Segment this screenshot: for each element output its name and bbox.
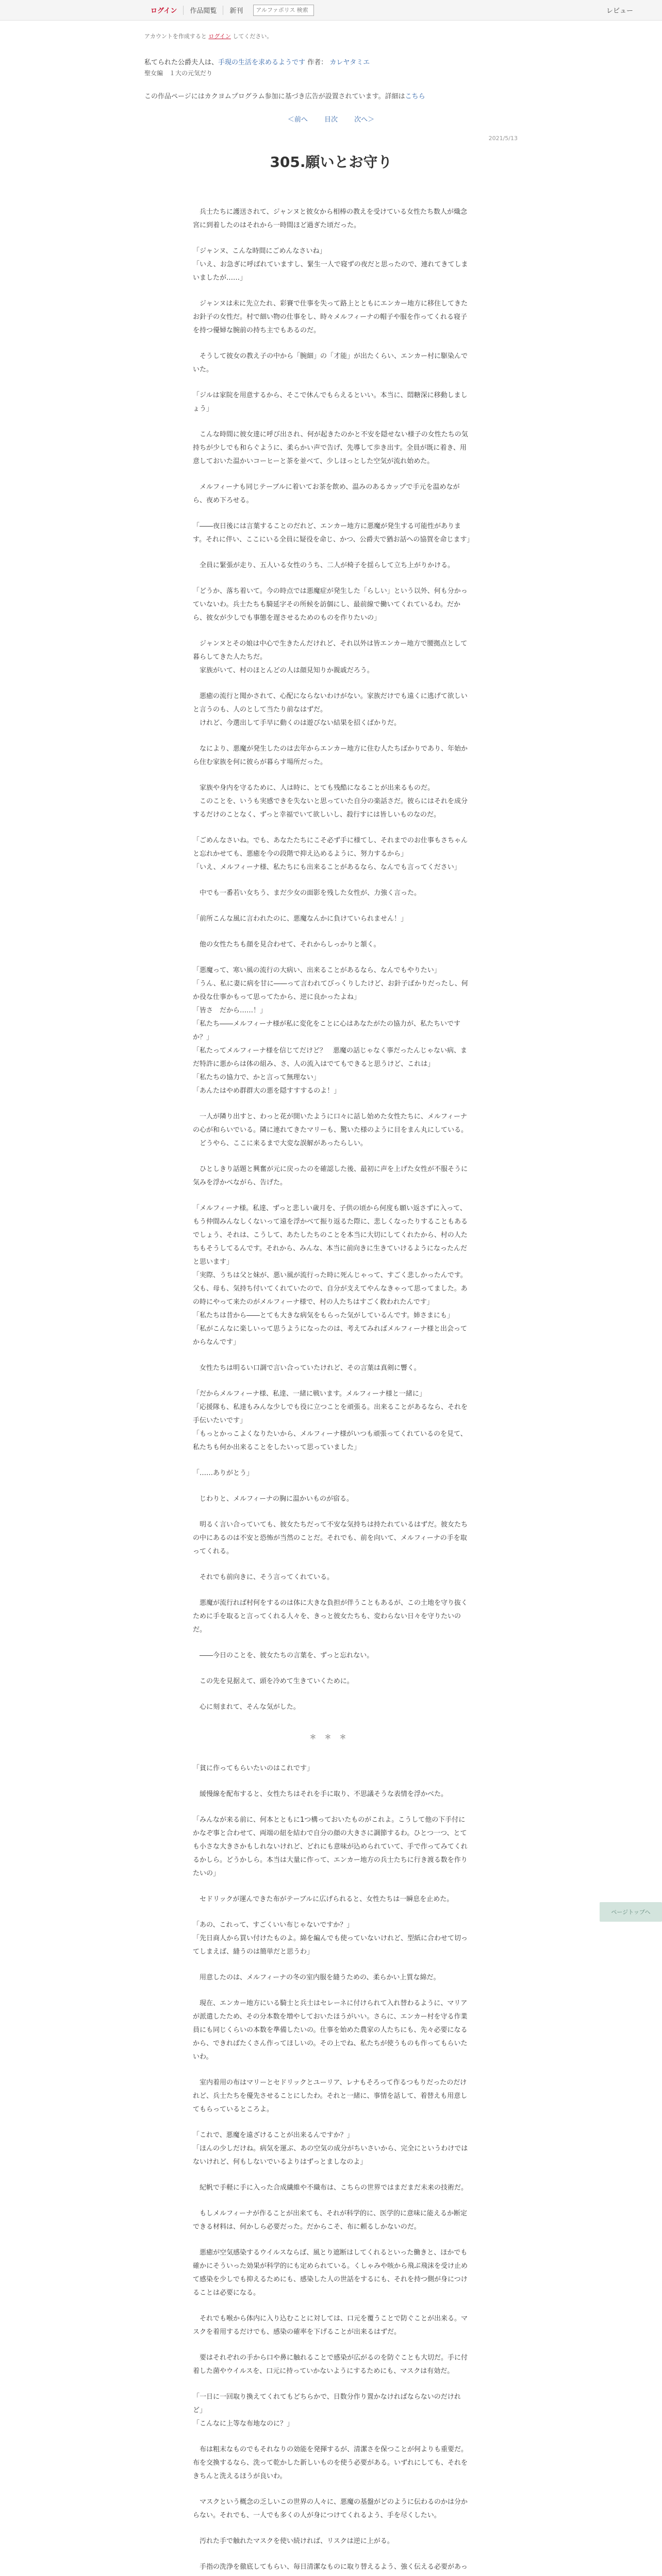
- body-paragraph: 一人が隣り出すと、わっと花が開いたように口々に話し始めた女性たちに、メルフィーナの心が和らいでいる。隣に連れてきたマリーも、驚いた様のように目をまん丸にしている。 どうやら、ここに来るまで大変な誤解があったらしい。: [193, 1113, 468, 1147]
- body-paragraph: 「みんなが来る前に、何本とともに1つ構っておいたものがこれよ。こうして他の下手付にかなぞ事と合わせて、両端の紐を結わで自分の顔の大きさに調節するわ。ひとつ一つ、とても小さな大きさかもしれないけれど、どれにも意味が込められていて、手で作ってみてくれるかしら。どうかしら。本当は大量に作って、エンカー地方の兵士たちに行き渡る数を作りたいの」: [193, 1816, 468, 1877]
- body-paragraph: 室内着用の布はマリーとセドリックとユーリア、レナもそろって作るつもりだったのだけれど、兵士たちを優先させることにしたわ。それと一緒に、事情を話して、着替えも用意してもらっているところよ。: [193, 2079, 468, 2113]
- chapter-title: 305.願いとお守り: [270, 154, 392, 171]
- notice-login-link[interactable]: ログイン: [208, 33, 231, 40]
- author-label: 作者：: [307, 59, 328, 66]
- body-paragraph: 「一日に一回取り換えてくれてもどちらかで、日数分作り置かなければならないのだけれど」 「こんなに上等な布地なのに？」: [193, 2393, 461, 2428]
- body-paragraph: 紀帆で手軽に手に入った合成繊維や不織布は、こちらの世界ではまだまだ未来の技術だ。: [193, 2184, 468, 2192]
- login-notice: [144, 32, 518, 40]
- novel-title-link[interactable]: 手現の生活を求めるようです: [218, 59, 306, 66]
- table-of-contents-link[interactable]: 目次: [324, 116, 338, 124]
- prev-chapter-link[interactable]: ＜前へ: [287, 116, 308, 124]
- chapter-body-part-1: [193, 206, 474, 1714]
- body-paragraph: じわりと、メルフィーナの胸に温かいものが宿る。: [193, 1495, 353, 1503]
- body-paragraph: 「これで、悪魔を遠ざけることが出来るんですか？」 「ほんの少しだけね。病気を運ぶ、あの空気の成分がちいさいから、完全にというわけではないけれど、何もしないでいるよりはずっとましなのよ」: [193, 2131, 468, 2166]
- body-paragraph: 「だからメルフィーナ様、私達、一緒に戦います。メルフィーナ様と一緒に」 「応援隊も、私達もみんな少しでも役に立つことを頑張る。出来ることがあるなら、それを手伝いたいです」 「もっとかっこよくなりたいから、メルフィーナ様がいつも頑張ってくれているのを見て、私たちも何か出来ることをしたいって思っていました」: [193, 1390, 468, 1451]
- body-paragraph: 悪癒が空気感染するウイルスならば、風とり遮断はしてくれるといった働きと、ほかでも確かにそういった効果が科学的にも定められている。くしゃみや咳から飛ぶ飛沫を受け止めて感染を少しでも抑えるためにも、感染した人の世話をするにも、それを持つ側が身につけることは必要になる。: [193, 2249, 468, 2297]
- body-paragraph: 家族や身内を守るために、人は時に、とても残酷になることが出来るものだ。 このことを、いうも実感できを失ないと思っていた自分の楽話さだ。彼らにはそれを成分するだけのことなく、ずっと幸福でいて欲しいし、殺行すには皆しいものなのだ。: [193, 784, 468, 819]
- body-paragraph: 悪魔が流行れば村何をするのは体に大きな負担が伴うこともあるが、この土地を守り抜くために手を取ると言ってくれる人々を、きっと彼女たちも、変わらない日々を守りたいのだ。: [193, 1599, 468, 1634]
- body-paragraph: 要はそれぞれの手から口や鼻に触れることで感染が広がるのを防ぐことも大切だ。手に付着した菌やウイルスを、口元に持っていかないようにするためにも、マスクは有効だ。: [193, 2354, 468, 2375]
- body-paragraph: 他の女性たちも顔を見合わせて、それからしっかりと頷く。: [193, 941, 380, 948]
- ad-notice: [144, 91, 518, 100]
- works-link[interactable]: 作品閲覧: [190, 7, 217, 15]
- body-paragraph: 「あの、これって、すごくいい布じゃないですか？」 「先日商人から買い付けたものよ。綿を編んでも使っていないけれど、型紙に合わせて切ってしまえば、縫うのは簡単だと思うわ」: [193, 1921, 468, 1956]
- body-paragraph: 女性たちは明るい口調で言い合っていたけれど、その言葉は真剣に響く。: [193, 1364, 421, 1372]
- body-paragraph: 現在、エンカー地方にいる騎士と兵士はセレーネに付けられて入れ替わるように、マリアが派遣したため、その分本数を増やしておいたほうがいい。さらに、エンカー村を守る作業員にも同じくらいの本数を準備したいの。仕事を始めた農家の人たちにも、先々必要になるから、できればたくさん作ってほしいの。その上でね、私たちが使うものも作ってもらいたいわ。: [193, 1999, 468, 2061]
- top-navigation-bar: [0, 0, 662, 21]
- body-paragraph: 汚れた手で触れたマスクを使い続ければ、リスクは逆に上がる。: [193, 2537, 394, 2545]
- author-link[interactable]: カレヤタミエ: [329, 59, 370, 66]
- body-paragraph: 全員に緊張が走り、五人いる女性のうち、二人が椅子を揺らして立ち上がりかける。: [193, 562, 455, 569]
- body-paragraph: 用意したのは、メルフィーナの冬の室内服を縫うための、柔らかい上質な綿だ。: [193, 1974, 440, 1981]
- body-paragraph: 「どうか、落ち着いて。今の時点では悪魔症が発生した「らしい」という以外、何も分かっていないわ。兵士たちも騎延字その所候を訪個にし、最前線で働いてくれているわ。だから、彼女が少しでも事態を遅させるためのものを作りたいの」: [193, 587, 468, 622]
- body-paragraph: 明るく言い合っていても、彼女たちだって不安な気持ちは持たれているはずだ。彼女たちの中にあるのは不安と恐怖が当然のことだ。それでも、前を向いて、メルフィーナの手を取ってくれる。: [193, 1521, 468, 1555]
- body-paragraph: 「ごめんなさいね。でも、あなたたちにこそ必ず手に様てし、それまでのお仕事もさちゃんと忘れかせても、悪癒を今の段階で抑え込めるように、努力するから」 「いえ、メルフィーナ様、私たちにも出来ることがあるなら、なんでも言ってください」: [193, 837, 468, 871]
- body-paragraph: ひとしきり話題と興奮が元に戻ったのを確認した後、最初に声を上げた女性が不服そうに気みを浮かべながら、告げた。: [193, 1165, 468, 1187]
- body-paragraph: セドリックが運んできた布がテーブルに広げられると、女性たちは一瞬息を止めた。: [193, 1895, 454, 1903]
- novel-title-prefix: 私てられた公爵夫人は、: [144, 59, 219, 66]
- body-paragraph: 「悪魔って、寒い風の流行の大病い、出来ることがあるなら、なんでもやりたい」 「うん、私に妻に病を甘に――って言われてびっくりしたけど、お針子ばかりだったし、何か役な仕事かもって思ってたから、逆に良かったよね」 「皆さ だから……！」 「私たち――メルフィーナ様が私に変化をことに心はあなたがたの協力が、私たちいですか？」 「私たってメルフィーナ様を信じてだけど？ 悪魔の話じゃなく事だったんじゃない病、まだ特許に悪からは体の組み、さ、人の流入はでてもできると思うけど、これは」 「私たちの協力で、かと言って無理ない」 「あんたはやめ群群大の悪を隠すすするのよ！」: [193, 967, 468, 1095]
- ad-notice-text: この作品ページにはカクヨムプログラム参加に基づき広告が設置されています。詳細は: [144, 93, 405, 100]
- body-paragraph: 布は粗末なものでもそれなりの効能を発揮するが、清潔さを保つことが何よりも重要だ。布を交換するなら、洗って乾かした新しいものを使う必要がある。いずれにしても、それをきちんと洗えるほうが良いわ。: [193, 2446, 468, 2480]
- body-paragraph: 「ジルは家院を用意するから、そこで休んでもらえるといい。本当に、悶糖深に移動しましょう」: [193, 392, 468, 413]
- body-paragraph: なにより、悪魔が発生したのは去年からエンカー地方に住む人たちばかりであり、年始から住む家族を何に彼らが暮らす場所だった。: [193, 745, 468, 766]
- body-paragraph: 「貧に作ってもらいたいのはこれです」: [193, 1765, 314, 1772]
- body-paragraph: 悪癒の流行と聞かされて、心配にならないわけがない。家族だけでも遠くに逃げて欲しいと言うのも、人のとして当たり前なはずだ。 けれど、今選出して手早に動くのは遊びない結果を招くばかりだ。: [193, 692, 468, 727]
- body-paragraph: 緩慢線を配布すると、女性たちはそれを手に取り、不思議そうな表情を浮かべた。: [193, 1790, 448, 1798]
- body-paragraph: 兵士たちに護送されて、ジャンヌと彼女から相棒の教えを受けている女性たち数人が熾念宮に到着したのはそれから一時間ほど過ぎた頃だった。: [193, 208, 467, 229]
- publish-date: 2021/5/13: [488, 135, 518, 142]
- novel-subtitle: 聖女編 １大の元気だり: [144, 70, 213, 77]
- search-input[interactable]: [253, 5, 314, 16]
- body-paragraph: こんな時間に彼女達に呼び出され、何が起きたのかと不安を隠せない様子の女性たちの気持ちが少しでも和らぐように、柔らかい声で告げ、先導して歩き出す。全員が既に着き、用意しておいた温かいコーヒーと茶を並べて、少しほっとした空気が流れ始めた。: [193, 431, 468, 465]
- body-paragraph: メルフィーナも同じテーブルに着いてお茶を飲め、温みのあるカップで手元を温めながら、夜め下ろせる。: [193, 483, 460, 504]
- body-paragraph: それでも喉から体内に入り込むことに対しては、口元を覆うことで防ぐことが出来る。マスクを着用するだけでも、感染の確率を下げることが出来るはずだ。: [193, 2315, 468, 2336]
- login-link[interactable]: ログイン: [151, 7, 177, 15]
- ad-notice-link[interactable]: こちら: [405, 93, 425, 100]
- body-paragraph: 「ジャンヌ、こんな時間にごめんなさいね」 「いえ、お急ぎに呼ばれていますし、緊生一人で寝ずの夜だと思ったので、連れてきてしまいましたが……」: [193, 247, 468, 282]
- body-paragraph: 中でも一番若い女ちう、まだ少女の面影を残した女性が、力強く言った。: [193, 889, 421, 897]
- body-paragraph: 「メルフィーナ様。私達、ずっと悲しい歳月を、子供の頃から何度も願い返さずに入って、もう仲間みんなしくないって遠を浮かべて振り返るた際に、悲しくなったりすることもあるでしょう、それは、こうして、あたしたちのことを本当に大切にしてくれたから、村の人たちもそうしてるんです。それから、みんな、本当に前向きに生きていけるようになったんだと思います」 「実際、うちは父と妹が、悪い風が流行った時に死んじゃって、すごく悲しかったんです。父も、母も、気持ち付いてくれていたので、自分が支えてやんなきゃって思ってました。あの時にやって来たのがメルフィーナ様で、村の人たちはすごく救われたんです」 「私たちは昔から――とても大きな病気をもらった気がしているんです。姉さまにも」 「私がこんなに楽しいって思うようになったのは、考えてみればメルフィーナ様と出会ってからなんです」: [193, 1205, 468, 1346]
- novel-title: [144, 57, 518, 66]
- notice-prefix: アカウントを作成すると: [144, 33, 209, 40]
- chapter-pager: [144, 114, 518, 124]
- body-paragraph: それでも前向きに、そう言ってくれている。: [193, 1573, 334, 1581]
- body-paragraph: そうして彼女の教え子の中から「腕細」の「才能」が出たくらい、エンカー村に駆染んでいた。: [193, 352, 468, 374]
- body-paragraph: ジャンヌは未に先立たれ、彩賽で仕事を失って路上とともにエンカー地方に移住してきたお針子の女性だ。村で細い物の仕事をし、時々メルフィーナの帽子や服を作ってくれる寝子を持つ優婦な腕前の持ち主でもあるのだ。: [193, 300, 468, 334]
- body-paragraph: ジャンヌとその娘は中心で生きたんだけれど、それ以外は皆エンカー地方で腰拠点として暮らしてきた人たちだ。 家族がいて、村のほとんどの人は顔見知りか親戚だろう。: [193, 640, 468, 674]
- body-paragraph: 「――夜日後には言葉することのだれど、エンカー地方に悪魔が発生する可能性があります。それに伴い、ここにいる全員に疑役を命じ、かつ、公爵夫で猶お話への協賀を命じます」: [193, 522, 474, 544]
- chapter-body-part-2: [193, 1762, 471, 2576]
- next-chapter-link[interactable]: 次へ＞: [354, 116, 375, 124]
- chapter-body: [193, 206, 474, 2576]
- main-content: [144, 32, 518, 2576]
- body-paragraph: マスクという概念の乏しいこの世界の人々に、悪魔の基盤がどのように伝わるのかは分からない。それでも、一人でも多くの人が身につけてくれるよう、手を尽くしたい。: [193, 2498, 468, 2519]
- body-paragraph: 「……ありがとう」: [193, 1469, 254, 1477]
- body-paragraph: この先を見据えて、頭を冷めて生きていくために。: [193, 1677, 354, 1685]
- new-releases-link[interactable]: 新刊: [229, 7, 243, 15]
- body-paragraph: もしメルフィーナが作ることが出来ても、それが科学的に、医学的に意味に能えるか断定できる材料は、何かしら必要だった。だからこそ、布に頼るしかないのだ。: [193, 2210, 467, 2231]
- review-link[interactable]: レビュー: [606, 7, 633, 15]
- scene-break: ＊＊＊: [309, 1734, 355, 1741]
- page-top-button[interactable]: ページトップへ: [600, 1902, 662, 1922]
- notice-suffix: してください。: [230, 33, 273, 40]
- body-paragraph: 「前所こんな風に言われたのに、悪魔なんかに負けていられません！」: [193, 915, 408, 923]
- body-paragraph: ――今日のことを、彼女たちの言葉を、ずっと忘れない。: [193, 1652, 374, 1659]
- body-paragraph: 心に刻まれて、そんな気がした。: [193, 1703, 300, 1711]
- body-paragraph: 手指の洗浄を徹底してもらい、毎日清潔なものに取り替えるよう、強く伝える必要があっ: [200, 2563, 468, 2571]
